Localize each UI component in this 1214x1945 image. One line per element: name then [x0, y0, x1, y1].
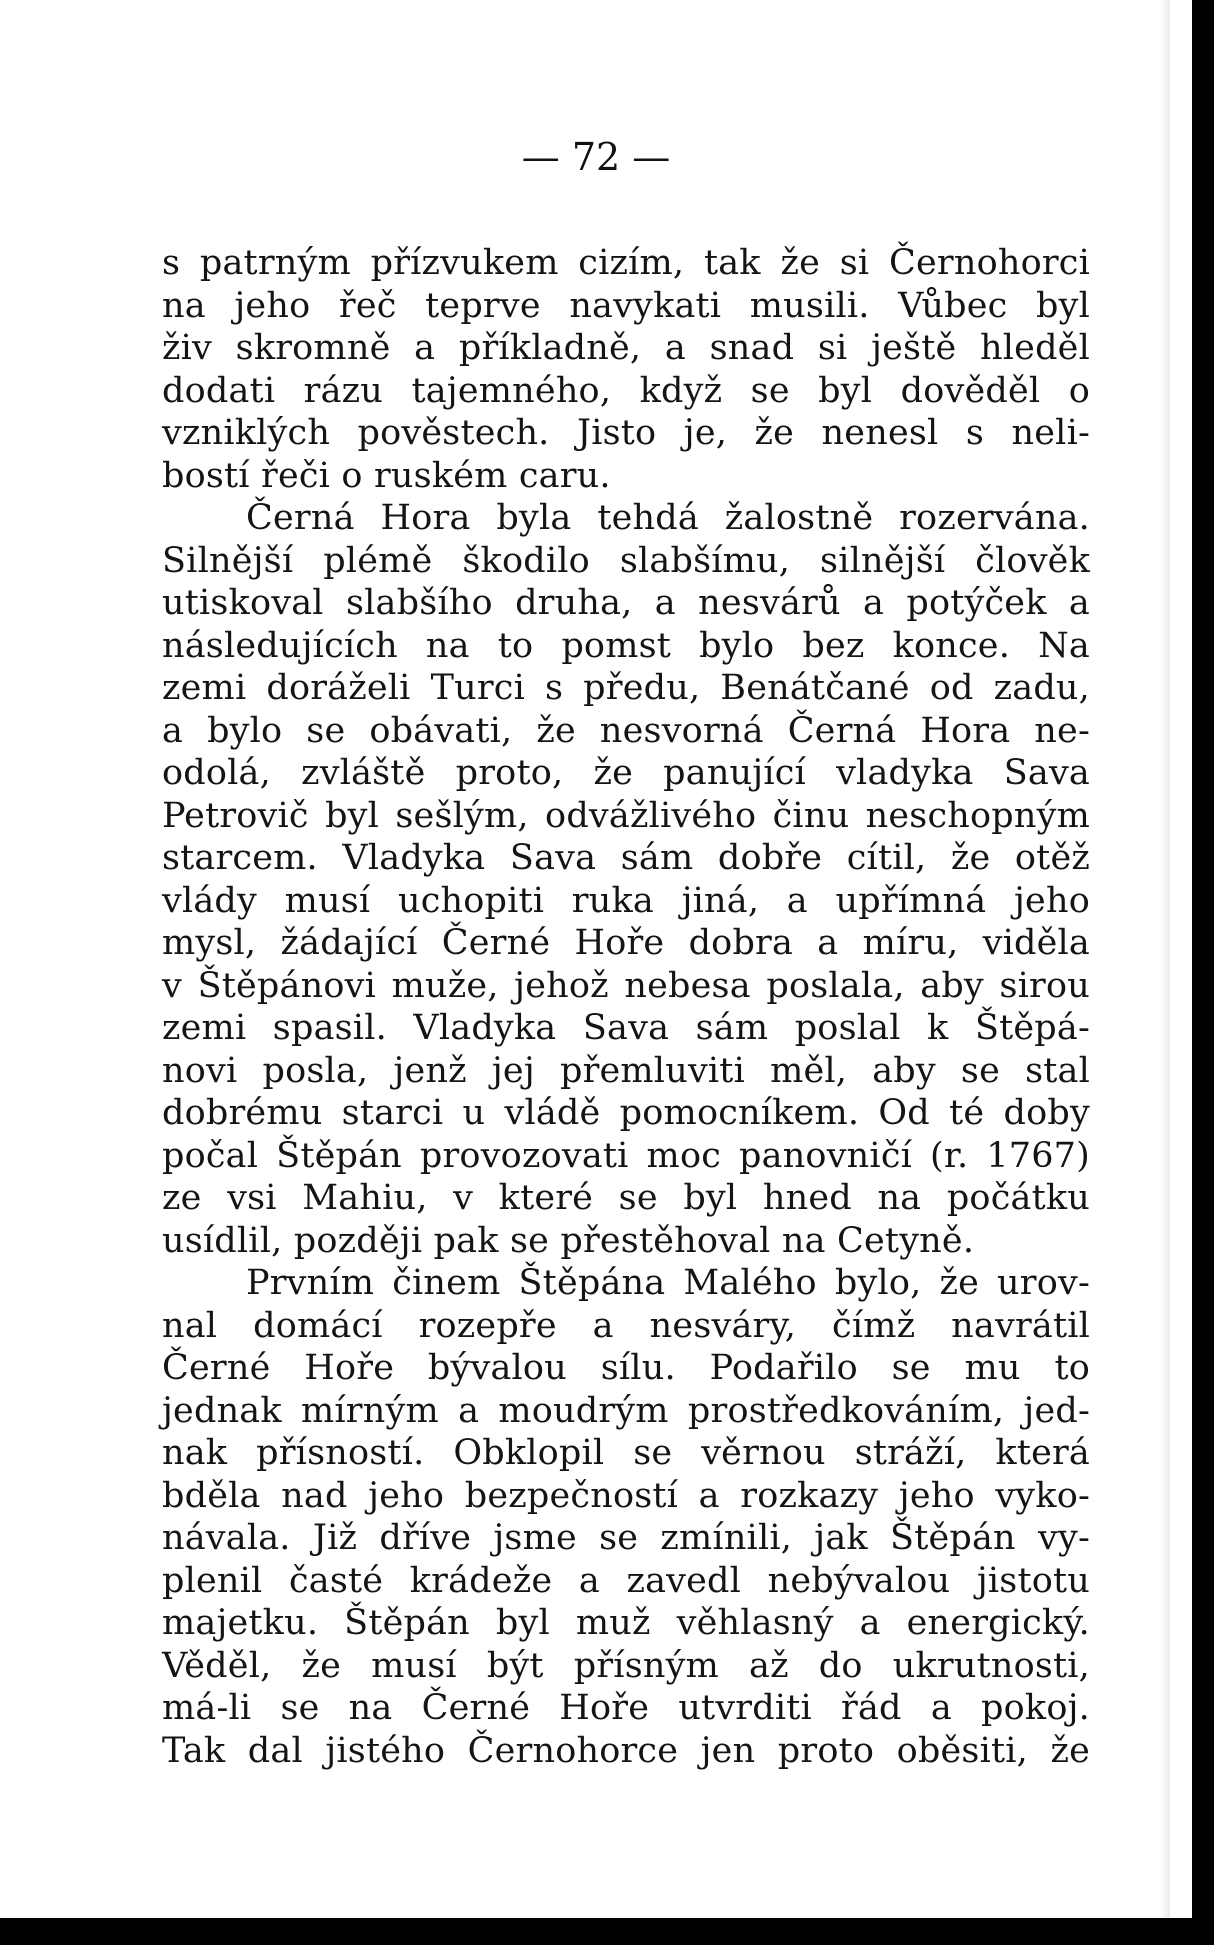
text-line: plenil časté krádeže a zavedl nebývalou jistotu	[162, 1560, 1090, 1601]
text-line: utiskoval slabšího druha, a nesvárů a potýček a	[162, 583, 1090, 623]
text-line: počal Štěpán provozovati moc panovničí (r. 1767)	[162, 1135, 1090, 1176]
text-line: Černá Hora byla tehdá žalostně rozervána.	[246, 498, 1090, 538]
text-line: Petrovič byl sešlým, odvážlivého činu neschopným	[162, 795, 1090, 836]
text-line: Tak dal jistého Černohorce jen proto oběsiti, že	[162, 1730, 1090, 1771]
text-line: na jeho řeč teprve navykati musili. Vůbec byl	[162, 285, 1090, 326]
text-line: má-li se na Černé Hoře utvrditi řád a pokoj.	[162, 1688, 1090, 1728]
text-line: ze vsi Mahiu, v které se byl hned na počátku	[162, 1178, 1090, 1218]
body-text	[162, 242, 1090, 1772]
text-line: Věděl, že musí být přísným až do ukrutnosti,	[162, 1645, 1090, 1686]
text-line: bděla nad jeho bezpečností a rozkazy jeho vyko-	[162, 1475, 1090, 1516]
text-line: starcem. Vladyka Sava sám dobře cítil, že otěž	[162, 838, 1090, 878]
text-line: následujících na to pomst bylo bez konce. Na	[162, 625, 1090, 666]
text-line: bostí řeči o ruském caru.	[162, 455, 611, 496]
text-line: nak přísností. Obklopil se věrnou stráží, která	[162, 1433, 1090, 1473]
text-line: nal domácí rozepře a nesváry, čímž navrátil	[162, 1305, 1090, 1346]
text-line: vlády musí uchopiti ruka jiná, a upřímná jeho	[162, 880, 1090, 921]
text-line: Prvním činem Štěpána Malého bylo, že urov-	[246, 1263, 1090, 1303]
text-line: zemi spasil. Vladyka Sava sám poslal k Štěpá-	[162, 1008, 1090, 1048]
text-line: dodati rázu tajemného, když se byl dověděl o	[162, 370, 1090, 411]
text-line: Silnější plémě škodilo slabšímu, silnější člověk	[162, 540, 1090, 581]
text-line: živ skromně a příkladně, a snad si ještě hleděl	[162, 328, 1090, 368]
page-edge-shadow	[1160, 0, 1170, 1918]
text-line: v Štěpánovi muže, jehož nebesa poslala, aby sirou	[162, 965, 1090, 1006]
text-line: mysl, žádající Černé Hoře dobra a míru, viděla	[162, 923, 1090, 963]
text-line: jednak mírným a moudrým prostředkováním, jed-	[162, 1390, 1090, 1431]
text-line: novi posla, jenž jej přemluviti měl, aby se stal	[162, 1050, 1090, 1091]
page-number: — 72 —	[521, 135, 671, 179]
text-line: Černé Hoře bývalou sílu. Podařilo se mu to	[162, 1348, 1090, 1388]
text-line: a bylo se obávati, že nesvorná Černá Hora ne-	[162, 710, 1090, 751]
text-line: s patrným přízvukem cizím, tak že si Černohorci	[162, 243, 1090, 283]
text-line: vzniklých pověstech. Jisto je, že nenesl s neli-	[162, 413, 1090, 453]
text-line: zemi doráželi Turci s předu, Benátčané od zadu,	[162, 668, 1090, 708]
text-line: odolá, zvláště proto, že panující vladyka Sava	[162, 753, 1090, 793]
text-line: dobrému starci u vládě pomocníkem. Od té doby	[162, 1093, 1090, 1133]
text-line: návala. Již dříve jsme se zmínili, jak Štěpán vy-	[162, 1518, 1090, 1558]
text-line: usídlil, později pak se přestěhoval na Cetyně.	[162, 1220, 975, 1261]
text-line: majetku. Štěpán byl muž věhlasný a energický.	[162, 1603, 1090, 1643]
